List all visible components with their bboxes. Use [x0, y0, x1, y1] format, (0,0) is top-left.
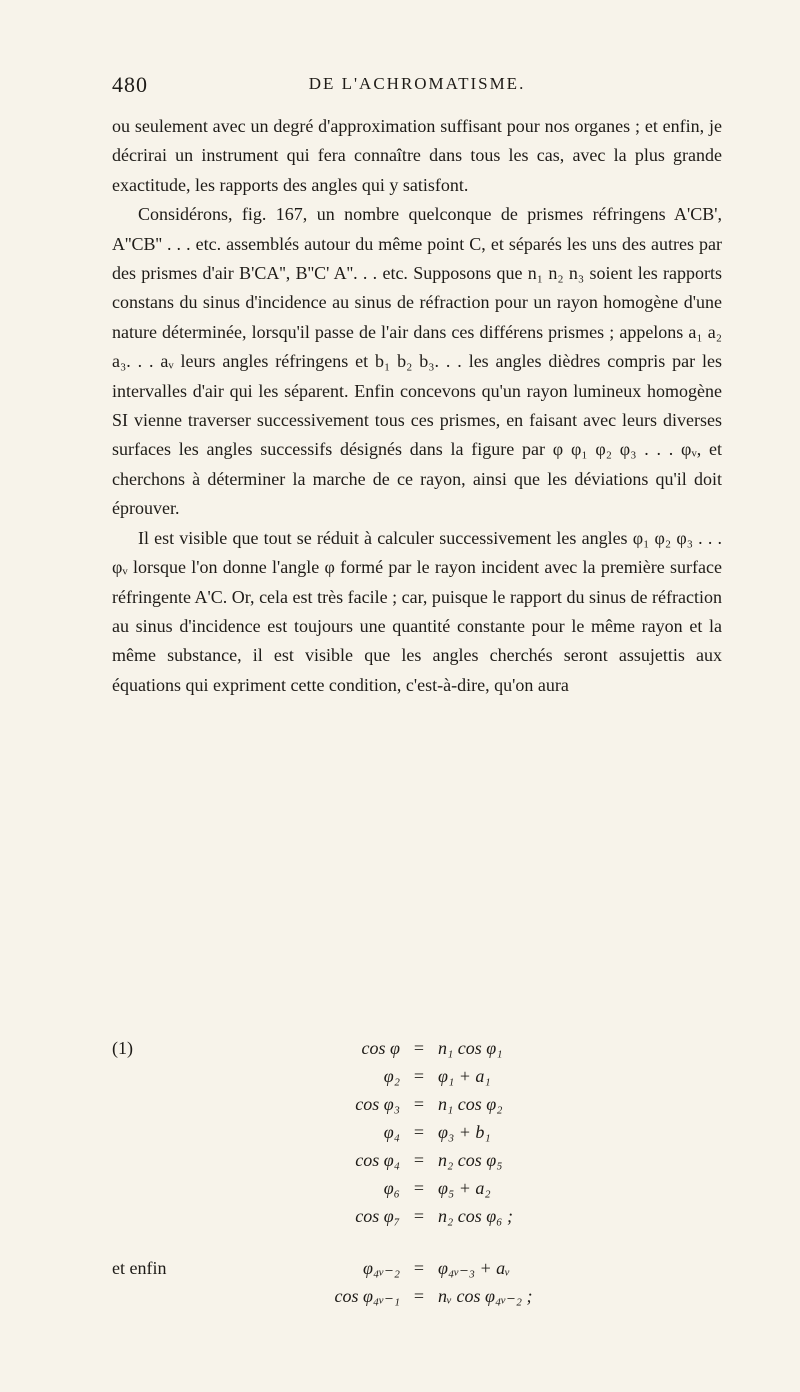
equation-rhs: nᵥ cos φ₄ᵥ₋₂ ; — [438, 1286, 533, 1306]
equation-rhs: φ₄ᵥ₋₃ + aᵥ — [438, 1258, 511, 1278]
equals-sign: = — [413, 1038, 425, 1058]
equation-row — [220, 1066, 640, 1094]
equation-lhs: cos φ₄ᵥ₋₁ — [334, 1286, 400, 1306]
equation-rhs: φ₁ + a₁ — [438, 1066, 491, 1086]
equation-lhs: φ₄ — [383, 1122, 400, 1142]
equation-block — [112, 1030, 722, 1306]
equals-sign: = — [413, 1122, 425, 1142]
equals-sign: = — [413, 1066, 425, 1086]
paragraph: ou seulement avec un degré d'approximation suffisant pour nos organes ; et enfin, je décrirai un instrument qui fera connaître dans tous les cas, avec la plus grande exactitude, les rapports des angles qui y satisfont. — [112, 116, 722, 195]
equation-lhs: φ₆ — [383, 1178, 400, 1198]
equation-row — [220, 1178, 640, 1206]
equation-row — [220, 1206, 640, 1234]
page-number: 480 — [112, 72, 148, 97]
equation-number: (1) — [112, 1038, 133, 1058]
equation-row — [220, 1038, 640, 1066]
equation-rhs: φ₃ + b₁ — [438, 1122, 491, 1142]
equals-sign: = — [413, 1286, 425, 1306]
equation-lhs: cos φ₃ — [355, 1094, 400, 1114]
paragraph: Considérons, fig. 167, un nombre quelconque de prismes réfringens A'CB', A''CB'' . . . etc. assemblés autour du même point C, et séparés les uns des autres par des prismes d'air B'CA'', B''C' A''. . . etc. Supposons que n₁ n₂ n₃ soient les rapports constans du sinus d'incidence au sinus de réfraction pour un rayon homogène d'une nature déterminée, lorsqu'il passe de l'air dans ces différens prismes ; appelons a₁ a₂ a₃. . . aᵥ leurs angles réfringens et b₁ b₂ b₃. . . les angles dièdres compris par les intervalles d'air qui les séparent. Enfin concevons qu'un rayon lumineux homogène SI vienne traverser successivement tous ces prismes, en faisant avec leurs diverses surfaces les angles successifs désignés dans la figure par φ φ₁ φ₂ φ₃ . . . φᵥ, et cherchons à déterminer la marche de ce rayon, ainsi que les déviations qu'il doit éprouver. — [112, 204, 722, 519]
equals-sign: = — [413, 1094, 425, 1114]
running-title: DE L'ACHROMATISME. — [308, 74, 526, 93]
equation-lhs: cos φ — [361, 1038, 400, 1058]
page-header — [112, 72, 722, 102]
body-text — [112, 112, 722, 700]
equation-rhs: n₁ cos φ₂ — [438, 1094, 503, 1114]
equation-rhs: n₂ cos φ₅ — [438, 1150, 503, 1170]
equation-lhs: cos φ₄ — [355, 1150, 400, 1170]
equation-rhs: n₂ cos φ₆ ; — [438, 1206, 513, 1226]
equals-sign: = — [413, 1178, 425, 1198]
equation-rhs: n₁ cos φ₁ — [438, 1038, 503, 1058]
equation-lhs: φ₄ᵥ₋₂ — [362, 1258, 400, 1278]
equation-row — [220, 1286, 640, 1314]
equals-sign: = — [413, 1258, 425, 1278]
equation-row — [220, 1258, 640, 1286]
equation-lhs: cos φ₇ — [355, 1206, 400, 1226]
equation-lhs: φ₂ — [383, 1066, 400, 1086]
equation-row — [220, 1122, 640, 1150]
equals-sign: = — [413, 1150, 425, 1170]
equation-rhs: φ₅ + a₂ — [438, 1178, 491, 1198]
paragraph: Il est visible que tout se réduit à calculer successivement les angles φ₁ φ₂ φ₃ . . . φᵥ lorsque l'on donne l'angle φ formé par le rayon incident avec la première surface réfringente A'C. Or, cela est très facile ; car, puisque le rapport du sinus de réfraction au sinus d'incidence est toujours une quantité constante pour le même rayon et la même substance, il est visible que les angles cherchés seront assujettis aux équations qui expriment cette condition, c'est-à-dire, qu'on aura — [112, 527, 722, 695]
equation-row — [220, 1094, 640, 1122]
equation-label: et enfin — [112, 1258, 167, 1278]
equation-row — [220, 1150, 640, 1178]
equals-sign: = — [413, 1206, 425, 1226]
